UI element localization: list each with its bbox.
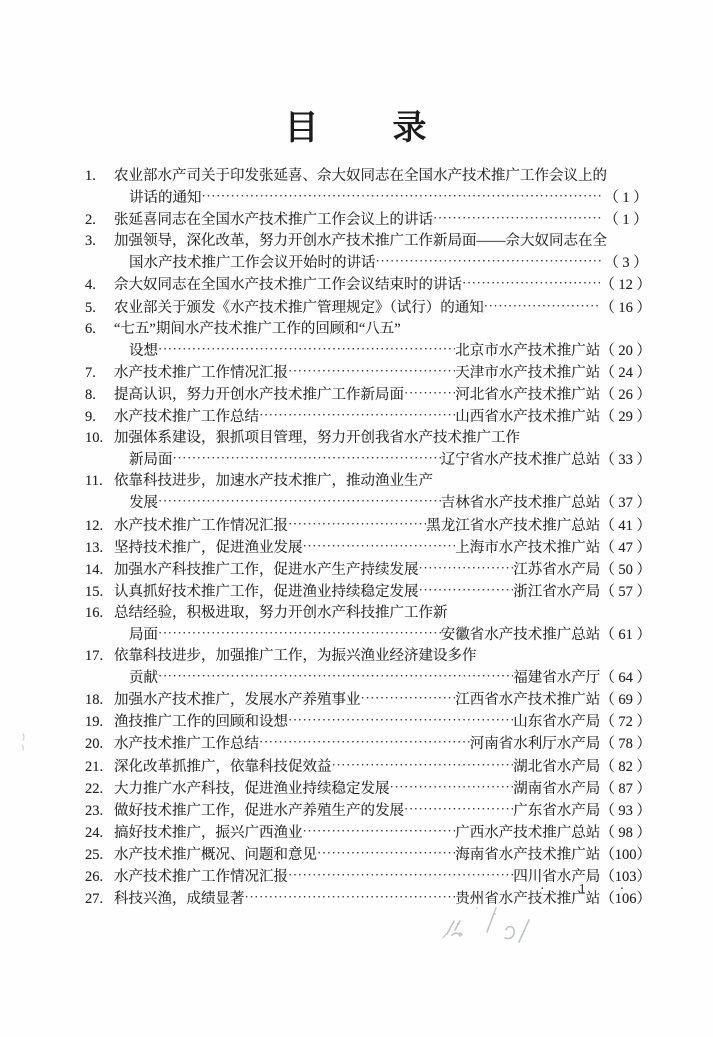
entry-page-number: （ 78 ） <box>600 736 651 753</box>
entry-page-number: （ 72 ） <box>600 714 651 731</box>
entry-title: 水产技术推广工作情况汇报 <box>114 364 288 381</box>
entry-organization: 福建省水产厅 <box>513 670 601 687</box>
entry-organization: 辽宁省水产技术推广总站 <box>440 452 601 469</box>
entry-number: 12. <box>85 517 104 534</box>
scan-ink-speck <box>19 732 29 752</box>
entry-organization: 江苏省水产局 <box>513 561 601 578</box>
dot-leader <box>317 842 455 864</box>
toc-entry <box>85 166 651 209</box>
entry-organization: 广东省水产局 <box>513 802 601 819</box>
entry-number: 19. <box>85 714 104 731</box>
dot-leader <box>288 864 513 886</box>
dot-leader <box>404 382 455 404</box>
entry-page-number: （ 64 ） <box>600 670 651 687</box>
entry-page-number: （100） <box>600 846 651 863</box>
entry-title: 认真抓好技术推广工作，促进渔业持续稳定发展 <box>114 583 419 600</box>
entry-number: 14. <box>85 561 104 578</box>
dot-leader <box>419 557 514 579</box>
toc-entry <box>85 646 651 689</box>
entry-title-continued: 新局面 <box>129 452 173 469</box>
entry-page-number: （ 29 ） <box>600 409 651 426</box>
entry-organization: 广西水产技术推广总站 <box>455 824 601 841</box>
entry-page-number: （ 87 ） <box>600 780 651 797</box>
toc-entry <box>85 384 651 406</box>
entry-organization: 天津市水产技术推广站 <box>455 364 601 381</box>
dot-leader <box>158 338 455 360</box>
entry-page-number: （ 93 ） <box>600 802 651 819</box>
dot-leader <box>288 513 426 535</box>
entry-number: 10. <box>85 430 104 447</box>
toc-list <box>85 166 651 910</box>
entry-page-number: （ 37 ） <box>600 495 651 512</box>
dot-leader <box>404 798 513 820</box>
dot-leader <box>158 665 513 687</box>
entry-number: 6. <box>85 320 96 337</box>
entry-number: 25. <box>85 846 104 863</box>
toc-entry <box>85 515 651 537</box>
entry-number: 1. <box>85 168 96 184</box>
entry-organization: 湖南省水产局 <box>513 780 601 797</box>
toc-entry <box>85 428 651 471</box>
dot-leader <box>259 404 455 426</box>
entry-page-number: （ 82 ） <box>600 758 651 775</box>
dot-leader <box>484 295 601 317</box>
entry-title: 加强水产技术推广，发展水产养殖事业 <box>114 692 361 709</box>
dot-leader <box>202 185 602 207</box>
entry-title: 提高认识，努力开创水产技术推广工作新局面 <box>114 386 404 403</box>
entry-title: 搞好技术推广，振兴广西渔业 <box>114 824 303 841</box>
entry-title: 水产技术推广工作情况汇报 <box>114 517 288 534</box>
entry-number: 21. <box>85 758 104 775</box>
entry-organization: 黑龙江省水产技术推广总站 <box>426 517 601 534</box>
dot-leader <box>303 535 456 557</box>
entry-number: 3. <box>85 233 96 250</box>
entry-organization: 吉林省水产技术推广总站 <box>440 495 601 512</box>
entry-organization: 河南省水利厅水产局 <box>469 736 601 753</box>
entry-page-number: （ 3 ） <box>604 255 648 272</box>
entry-number: 24. <box>85 824 104 841</box>
dot-leader <box>158 490 441 512</box>
entry-page-number: （ 33 ） <box>600 452 651 469</box>
entry-page-number: （ 57 ） <box>600 583 651 600</box>
entry-title: 科技兴渔，成绩显著 <box>114 891 245 908</box>
toc-entry <box>85 471 651 514</box>
entry-title: 渔技推广工作的回顾和设想 <box>114 714 288 731</box>
dot-leader <box>245 886 456 908</box>
entry-number: 9. <box>85 409 96 426</box>
toc-entry <box>85 711 651 733</box>
entry-title: 深化改革抓推广，依靠科技促效益 <box>114 758 332 775</box>
entry-title-continued: 局面 <box>129 626 158 643</box>
entry-title: 依靠科技进步，加速水产技术推广，推动渔业生产 <box>114 473 433 490</box>
entry-organization: 山东省水产局 <box>513 714 601 731</box>
entry-organization: 贵州省水产技术推广站 <box>455 891 601 908</box>
entry-title: 农业部关于颁发《水产技术推广管理规定》（试行）的通知 <box>114 299 484 316</box>
entry-title: 张延喜同志在全国水产技术推广工作会议上的讲话 <box>114 212 433 229</box>
toc-entry <box>85 689 651 711</box>
toc-entry <box>85 778 651 800</box>
entry-page-number: （ 50 ） <box>600 561 651 578</box>
entry-number: 17. <box>85 648 104 665</box>
page-title: 目 录 <box>284 110 429 147</box>
dot-leader <box>332 754 514 776</box>
dot-leader <box>376 250 602 272</box>
dot-leader <box>288 360 455 382</box>
dot-leader <box>173 447 441 469</box>
toc-entry <box>85 581 651 603</box>
toc-entry <box>85 231 651 274</box>
entry-title: 佘大奴同志在全国水产技术推广工作会议结束时的讲话 <box>114 277 462 294</box>
entry-page-number: （ 1 ） <box>604 190 648 207</box>
toc-entry <box>85 274 651 296</box>
entry-organization: 江西省水产技术推广站 <box>455 692 601 709</box>
entry-organization: 山西省水产技术推广站 <box>455 409 601 426</box>
entry-number: 4. <box>85 277 96 294</box>
entry-page-number: （ 12 ） <box>600 277 651 294</box>
pencil-scribble-mark <box>425 900 545 960</box>
toc-entry <box>85 800 651 822</box>
dot-leader <box>390 776 514 798</box>
entry-title: 加强水产科技推广工作，促进水产生产持续发展 <box>114 561 419 578</box>
dot-leader <box>433 207 601 229</box>
entry-organization: 海南省水产技术推广站 <box>455 846 601 863</box>
entry-organization: 四川省水产局 <box>513 869 601 885</box>
entry-page-number: （ 26 ） <box>600 386 651 403</box>
toc-entry <box>85 756 651 778</box>
entry-title: “七五”期间水产技术推广工作的回顾和“八五” <box>114 320 401 337</box>
entry-page-number: （ 24 ） <box>600 364 651 381</box>
entry-title: 大力推广水产科技，促进渔业持续稳定发展 <box>114 780 390 797</box>
dot-leader <box>158 622 441 644</box>
folio-page-number: · 1 · <box>540 882 626 897</box>
dot-leader <box>419 579 514 601</box>
toc-entry <box>85 559 651 581</box>
entry-page-number: （ 16 ） <box>600 299 651 316</box>
toc-entry <box>85 822 651 844</box>
entry-title: 做好技术推广工作，促进水产养殖生产的发展 <box>114 802 404 819</box>
entry-organization: 北京市水产技术推广站 <box>455 342 601 359</box>
entry-title: 坚持技术推广，促进渔业发展 <box>114 539 303 556</box>
dot-leader <box>462 272 600 294</box>
entry-organization: 安徽省水产技术推广总站 <box>440 626 601 643</box>
dot-leader <box>361 687 456 709</box>
dot-leader <box>303 820 456 842</box>
entry-page-number: （ 41 ） <box>600 517 651 534</box>
toc-entry <box>85 537 651 559</box>
entry-number: 13. <box>85 539 104 556</box>
entry-organization: 上海市水产技术推广站 <box>455 539 601 556</box>
entry-number: 26. <box>85 869 104 885</box>
entry-organization: 浙江省水产局 <box>513 583 601 600</box>
entry-title-continued: 贡献 <box>129 670 158 687</box>
toc-entry <box>85 844 651 866</box>
entry-title: 农业部水产司关于印发张延喜、佘大奴同志在全国水产技术推广工作会议上的 <box>114 168 607 184</box>
entry-title-continued: 讲话的通知 <box>129 190 202 207</box>
entry-number: 7. <box>85 364 96 381</box>
dot-leader <box>259 731 470 753</box>
entry-number: 8. <box>85 386 96 403</box>
entry-title-continued: 国水产技术推广工作会议开始时的讲话 <box>129 255 376 272</box>
entry-number: 27. <box>85 891 104 908</box>
toc-entry <box>85 319 651 362</box>
entry-number: 22. <box>85 780 104 797</box>
toc-entry <box>85 297 651 319</box>
entry-title-continued: 设想 <box>129 342 158 359</box>
toc-entry <box>85 603 651 646</box>
toc-entry <box>85 406 651 428</box>
entry-page-number: （103） <box>600 869 651 885</box>
entry-number: 18. <box>85 692 104 709</box>
entry-title: 依靠科技进步，加强推广工作，为振兴渔业经济建设多作 <box>114 648 477 665</box>
entry-organization: 湖北省水产局 <box>513 758 601 775</box>
entry-organization: 河北省水产技术推广站 <box>455 386 601 403</box>
entry-title-continued: 发展 <box>129 495 158 512</box>
entry-number: 5. <box>85 299 96 316</box>
entry-page-number: （106） <box>600 891 651 908</box>
entry-title: 水产技术推广工作总结 <box>114 409 259 426</box>
entry-number: 16. <box>85 604 104 621</box>
entry-title: 加强领导，深化改革，努力开创水产技术推广工作新局面——佘大奴同志在全 <box>114 233 607 250</box>
toc-entry <box>85 209 651 231</box>
entry-page-number: （ 69 ） <box>600 692 651 709</box>
entry-number: 20. <box>85 736 104 753</box>
entry-page-number: （ 61 ） <box>600 626 651 643</box>
entry-title: 水产技术推广概况、问题和意见 <box>114 846 317 863</box>
entry-number: 2. <box>85 212 96 229</box>
entry-number: 23. <box>85 802 104 819</box>
entry-title: 加强体系建设，狠抓项目管理，努力开创我省水产技术推广工作 <box>114 430 520 447</box>
toc-entry <box>85 733 651 755</box>
entry-page-number: （ 98 ） <box>600 824 651 841</box>
entry-number: 15. <box>85 583 104 600</box>
entry-title: 水产技术推广工作情况汇报 <box>114 869 288 885</box>
entry-title: 总结经验，积极进取，努力开创水产科技推广工作新 <box>114 604 448 621</box>
toc-entry <box>85 362 651 384</box>
entry-page-number: （ 1 ） <box>604 212 648 229</box>
entry-page-number: （ 20 ） <box>600 342 651 359</box>
entry-number: 11. <box>85 473 103 490</box>
entry-title: 水产技术推广工作总结 <box>114 736 259 753</box>
entry-page-number: （ 47 ） <box>600 539 651 556</box>
dot-leader <box>288 709 513 731</box>
